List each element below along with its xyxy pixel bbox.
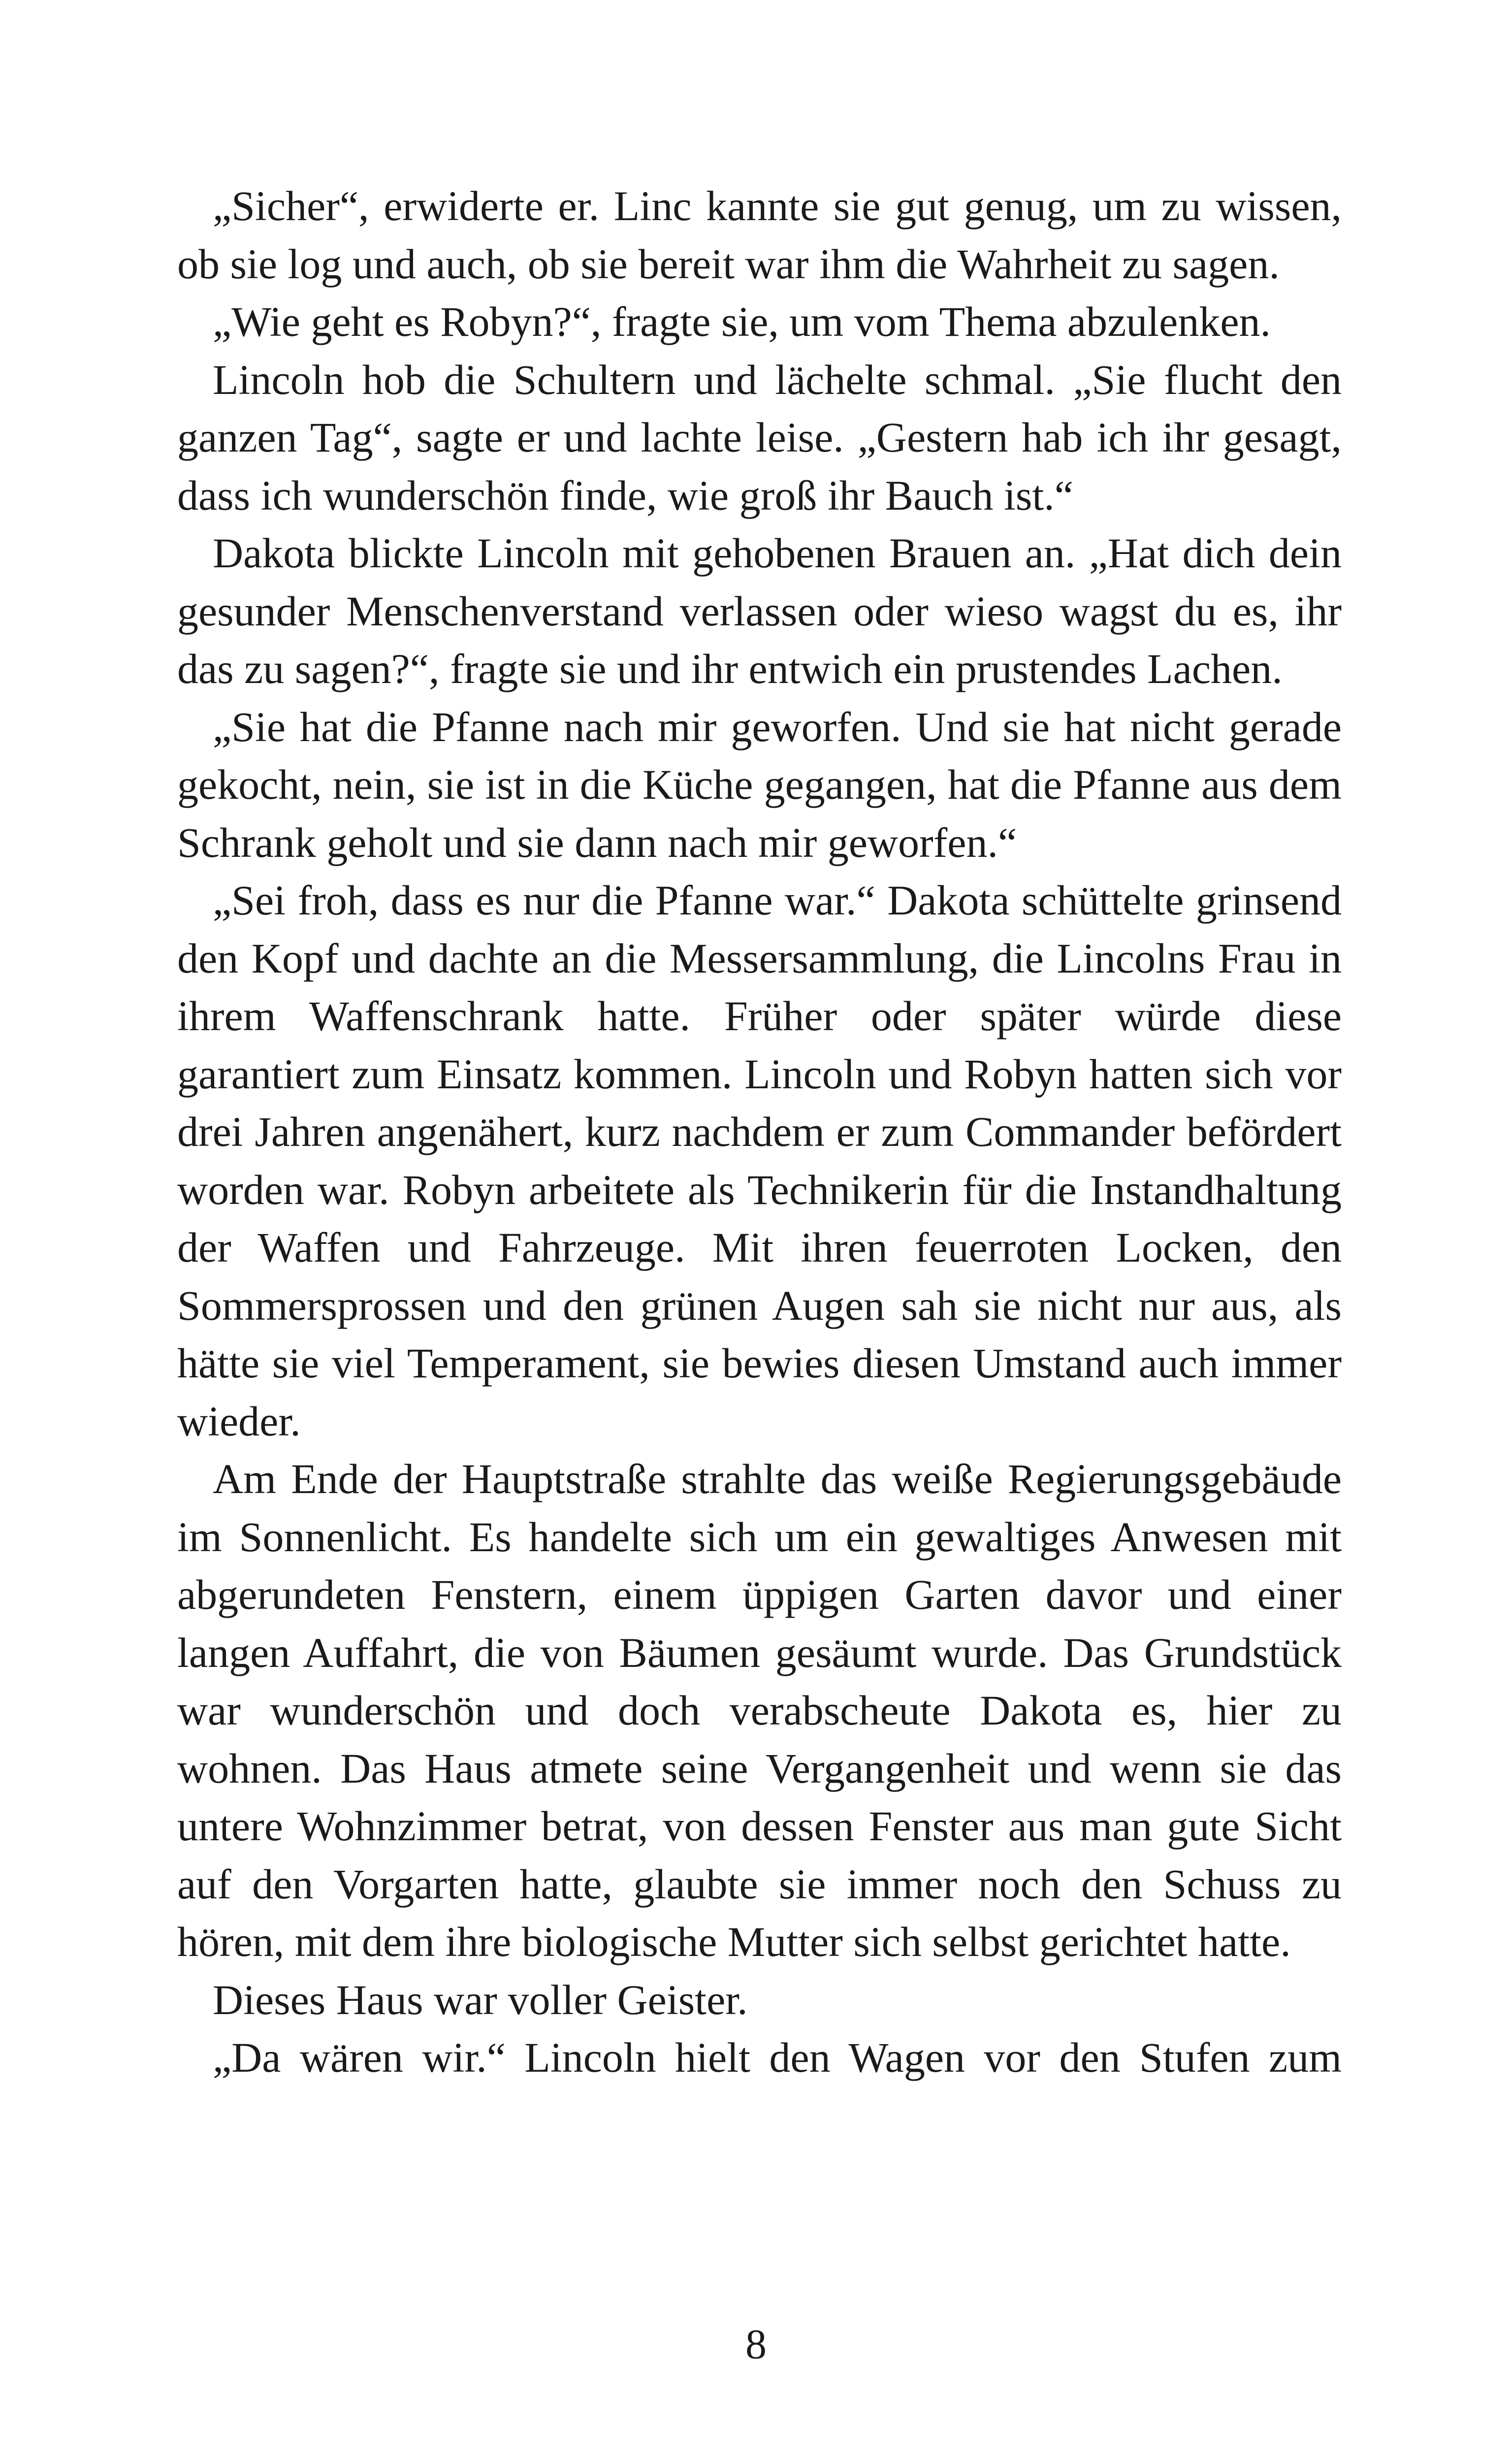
paragraph: Dieses Haus war voller Geister.	[213, 1976, 748, 2023]
paragraph: „Wie geht es Robyn?“, fragte sie, um vom Thema abzulenken.	[213, 298, 1271, 345]
body-text	[177, 177, 1342, 2087]
paragraph: Lincoln hob die Schultern und lächelte schmal. „Sie flucht den ganzen Tag“, sagte er und lachte leise. „Gestern hab ich ihr gesagt, dass ich wunderschön finde, wie groß ihr Bauch ist.“	[177, 356, 1342, 519]
paragraph: „Sicher“, erwiderte er. Linc kannte sie gut genug, um zu wissen, ob sie log und auch, ob sie bereit war ihm die Wahrheit zu sagen.	[177, 182, 1342, 288]
paragraph: „Sei froh, dass es nur die Pfanne war.“ Dakota schüttelte grinsend den Kopf und dachte an die Messersammlung, die Lincolns Frau in ihrem Waffenschrank hatte. Früher oder später würde diese garantiert zum Einsatz kommen. Lincoln und Robyn hatten sich vor drei Jahren angenähert, kurz nachdem er zum Commander befördert worden war. Robyn arbeitete als Technikerin für die Instandhaltung der Waffen und Fahrzeuge. Mit ihren feuerroten Locken, den Sommersprossen und den grünen Augen sah sie nicht nur aus, als hätte sie viel Temperament, sie bewies diesen Umstand auch immer wieder.	[177, 877, 1342, 1445]
paragraph: „Sie hat die Pfanne nach mir geworfen. Und sie hat nicht gerade gekocht, nein, sie ist in die Küche gegangen, hat die Pfanne aus dem Schrank geholt und sie dann nach mir geworfen.“	[177, 703, 1342, 866]
paragraph: Dakota blickte Lincoln mit gehobenen Brauen an. „Hat dich dein gesunder Menschenverstand verlassen oder wieso wagst du es, ihr das zu sagen?“, fragte sie und ihr entwich ein prustendes Lachen.	[177, 529, 1342, 692]
paragraph: Am Ende der Hauptstraße strahlte das weiße Regierungsgebäude im Sonnenlicht. Es handelte sich um ein gewaltiges Anwesen mit abgerundeten Fenstern, einem üppigen Garten davor und einer langen Auffahrt, die von Bäumen gesäumt wurde. Das Grundstück war wunderschön und doch verabscheute Dakota es, hier zu wohnen. Das Haus atmete seine Vergangenheit und wenn sie das untere Wohnzimmer betrat, von dessen Fenster aus man gute Sicht auf den Vorgarten hatte, glaubte sie immer noch den Schuss zu hören, mit dem ihre biologische Mutter sich selbst gerichtet hatte.	[177, 1455, 1342, 1965]
paragraph: „Da wären wir.“ Lincoln hielt den Wagen vor den Stufen zum	[213, 2034, 1342, 2081]
page-number: 8	[745, 2320, 767, 2368]
